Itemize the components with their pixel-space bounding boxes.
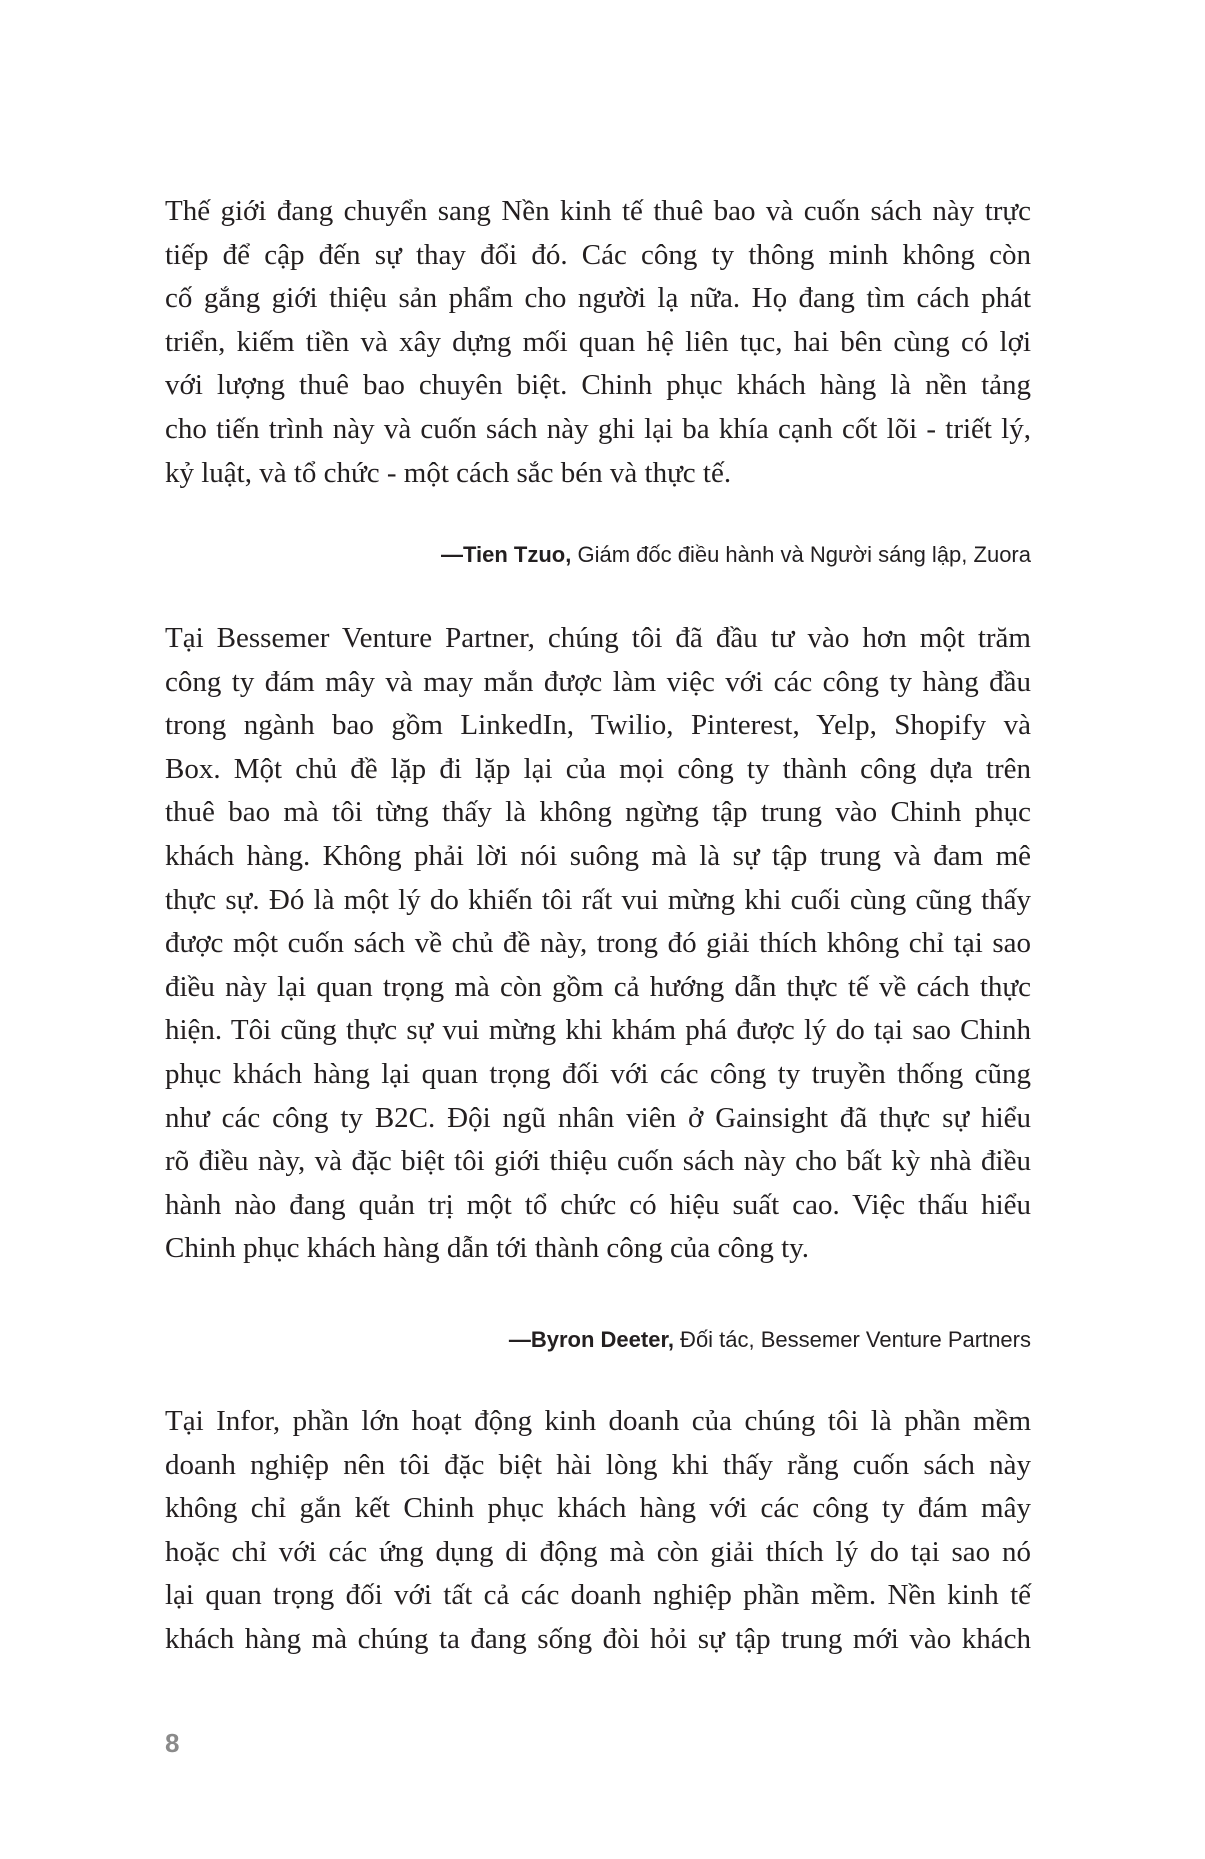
text-line: Box. Một chủ đề lặp đi lặp lại của mọi công ty thành công dựa trên (165, 752, 1031, 785)
text-line: trong ngành bao gồm LinkedIn, Twilio, Pinterest, Yelp, Shopify và (165, 709, 1031, 742)
text-line: Thế giới đang chuyển sang Nền kinh tế thuê bao và cuốn sách này trực (165, 195, 1031, 227)
text-line: cho tiến trình này và cuốn sách này ghi lại ba khía cạnh cốt lõi - triết lý, (165, 412, 1031, 445)
attribution-role: Giám đốc điều hành và Người sáng lập, Zuora (571, 542, 1031, 567)
text-line: rõ điều này, và đặc biệt tôi giới thiệu cuốn sách này cho bất kỳ nhà điều (165, 1145, 1031, 1178)
text-line: hành nào đang quản trị một tổ chức có hiệu suất cao. Việc thấu hiểu (165, 1188, 1031, 1221)
attribution-role: Đối tác, Bessemer Venture Partners (673, 1327, 1031, 1352)
text-line: không chỉ gắn kết Chinh phục khách hàng với các công ty đám mây (165, 1492, 1031, 1525)
attribution-1 (165, 540, 1031, 570)
text-line: lại quan trọng đối với tất cả các doanh nghiệp phần mềm. Nền kinh tế (165, 1579, 1031, 1612)
text-line: khách hàng mà chúng ta đang sống đòi hỏi sự tập trung mới vào khách (165, 1622, 1031, 1655)
paragraph-3 (165, 1400, 1031, 1662)
text-line: hiện. Tôi cũng thực sự vui mừng khi khám phá được lý do tại sao Chinh (165, 1014, 1031, 1047)
attribution-name: —Tien Tzuo, (440, 542, 572, 567)
attribution-2 (165, 1325, 1031, 1355)
text-line: Tại Bessemer Venture Partner, chúng tôi đã đầu tư vào hơn một trăm (165, 622, 1031, 654)
text-line: triển, kiếm tiền và xây dựng mối quan hệ liên tục, hai bên cùng có lợi (165, 325, 1031, 358)
text-line: cố gắng giới thiệu sản phẩm cho người lạ nữa. Họ đang tìm cách phát (165, 282, 1031, 315)
text-line: doanh nghiệp nên tôi đặc biệt hài lòng khi thấy rằng cuốn sách này (165, 1448, 1031, 1481)
text-line: công ty đám mây và may mắn được làm việc với các công ty hàng đầu (165, 665, 1031, 698)
text-line: Chinh phục khách hàng dẫn tới thành công của công ty. (165, 1232, 810, 1265)
attribution-name: —Byron Deeter, (508, 1327, 674, 1352)
text-line: tiếp để cập đến sự thay đổi đó. Các công ty thông minh không còn (165, 238, 1031, 271)
text-line: được một cuốn sách về chủ đề này, trong đó giải thích không chỉ tại sao (165, 927, 1031, 960)
text-line: kỷ luật, và tổ chức - một cách sắc bén và thực tế. (165, 456, 732, 489)
paragraph-2 (165, 617, 1031, 1271)
text-line: khách hàng. Không phải lời nói suông mà là sự tập trung và đam mê (165, 839, 1031, 872)
paragraph-1 (165, 190, 1031, 495)
text-line: với lượng thuê bao chuyên biệt. Chinh phục khách hàng là nền tảng (165, 369, 1031, 402)
text-line: phục khách hàng lại quan trọng đối với các công ty truyền thống cũng (165, 1057, 1031, 1090)
text-line: Tại Infor, phần lớn hoạt động kinh doanh của chúng tôi là phần mềm (165, 1405, 1031, 1437)
text-line: thuê bao mà tôi từng thấy là không ngừng tập trung vào Chinh phục (165, 796, 1031, 829)
page-number: 8 (165, 1728, 180, 1758)
text-line: thực sự. Đó là một lý do khiến tôi rất vui mừng khi cuối cùng cũng thấy (165, 883, 1031, 916)
text-line: như các công ty B2C. Đội ngũ nhân viên ở Gainsight đã thực sự hiểu (165, 1101, 1031, 1134)
text-line: điều này lại quan trọng mà còn gồm cả hướng dẫn thực tế về cách thực (165, 970, 1031, 1003)
text-line: hoặc chỉ với các ứng dụng di động mà còn giải thích lý do tại sao nó (165, 1535, 1031, 1568)
